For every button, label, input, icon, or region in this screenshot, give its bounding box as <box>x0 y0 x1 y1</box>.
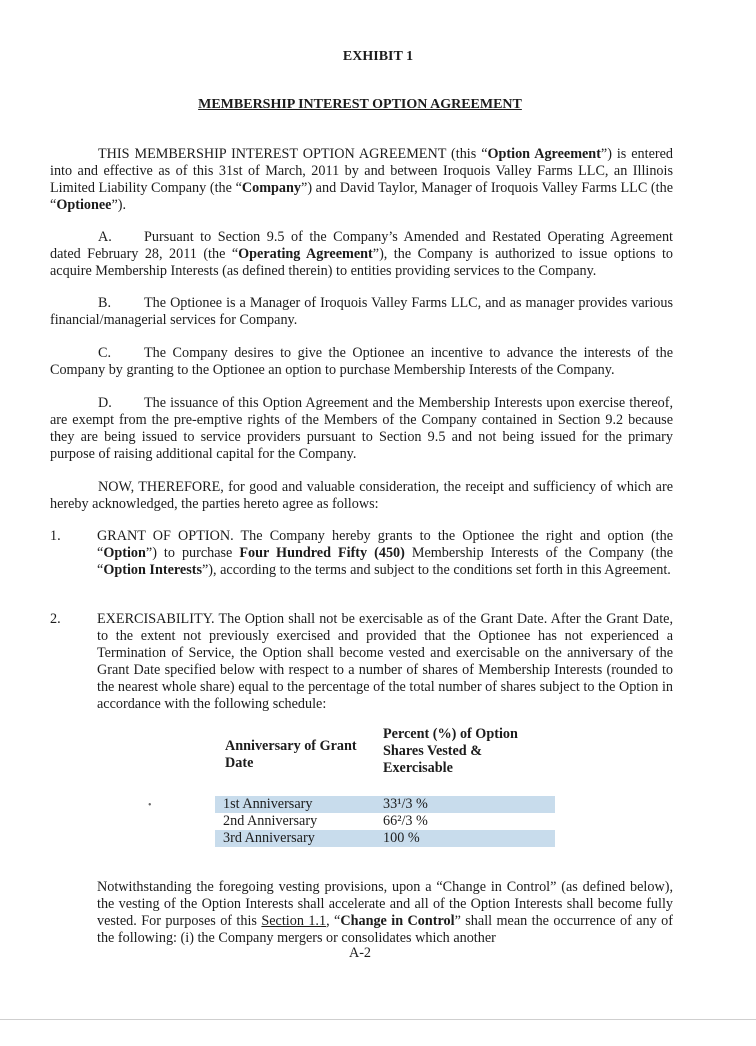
agreement-title: MEMBERSHIP INTEREST OPTION AGREEMENT <box>198 97 522 112</box>
recital-d: D. The issuance of this Option Agreement and the Membership Interests upon exercise thereof, are exempt from the pre-emptive rights of the Members of the Company contained in Section 9.2 because they are being issued to service providers pursuant to Section 9.5 and not being issued for the primary purpose of raising additional capital for the Company. <box>50 395 673 462</box>
page-number: A-2 <box>348 945 372 961</box>
anniversary-cell: 3rd Anniversary <box>223 830 315 846</box>
table-row <box>215 830 555 847</box>
recital-a: A. Pursuant to Section 9.5 of the Company’s Amended and Restated Operating Agreement dated February 28, 2011 (the “Operating Agreement”), the Company is authorized to issue options to acquire Membership Interests (as defined therein) to entities providing services to the Company. <box>50 229 673 279</box>
section-2-number: 2. <box>50 611 61 627</box>
scan-edge-line <box>0 1019 756 1020</box>
change-in-control-paragraph: Notwithstanding the foregoing vesting provisions, upon a “Change in Control” (as defined below), the vesting of the Option Interests shall accelerate and all of the Option Interests shall become fully vested. For purposes of this Section 1.1, “Change in Control” shall mean the occurrence of any of the following: (i) the Company mergers or consolidates which another <box>97 879 673 946</box>
section-1-grant-of-option: GRANT OF OPTION. The Company hereby grants to the Optionee the right and option (the “Option”) to purchase Four Hundred Fifty (450) Membership Interests of the Company (the “Option Interests”), according to the terms and subject to the conditions set forth in this Agreement. <box>97 528 673 578</box>
header-anniversary: Anniversary of Grant Date <box>225 738 357 771</box>
recital-b: B. The Optionee is a Manager of Iroquois Valley Farms LLC, and as manager provides various financial/managerial services for Company. <box>50 295 673 328</box>
table-row <box>215 813 555 830</box>
section-2-exercisability: EXERCISABILITY. The Option shall not be exercisable as of the Grant Date. After the Grant Date, to the extent not previously exercised and provided that the Optionee has not experienced a Termination of Service, the Option shall become vested and exercisable on the anniversary of the Grant Date specified below with respect to a number of shares of Membership Interests (rounded to the nearest whole share) equal to the percentage of the total number of shares subject to the Option in accordance with the following schedule: <box>97 611 673 712</box>
now-therefore-paragraph: NOW, THEREFORE, for good and valuable consideration, the receipt and sufficiency of which are hereby acknowledged, the parties hereto agree as follows: <box>50 479 673 512</box>
recital-c: C. The Company desires to give the Optionee an incentive to advance the interests of the Company by granting to the Optionee an option to purchase Membership Interests of the Company. <box>50 345 673 378</box>
vesting-schedule-table <box>215 726 555 848</box>
percent-cell: 33¹/3 % <box>383 796 428 812</box>
anniversary-cell: 2nd Anniversary <box>223 813 318 829</box>
section-1-number: 1. <box>50 528 61 544</box>
header-percent: Percent (%) of Option Shares Vested & Exercisable <box>383 726 518 776</box>
percent-cell: 66²/3 % <box>383 813 428 829</box>
percent-cell: 100 % <box>383 830 420 846</box>
exhibit-heading: EXHIBIT 1 <box>342 49 414 64</box>
intro-paragraph: THIS MEMBERSHIP INTEREST OPTION AGREEMENT (this “Option Agreement”) is entered into and effective as of this 31st of March, 2011 by and between Iroquois Valley Farms LLC, an Illinois Limited Liability Company (the “Company”) and David Taylor, Manager of Iroquois Valley Farms LLC (the “Optionee”). <box>50 146 673 213</box>
table-row <box>215 796 555 813</box>
scan-speck: • <box>148 800 152 811</box>
anniversary-cell: 1st Anniversary <box>223 796 313 812</box>
